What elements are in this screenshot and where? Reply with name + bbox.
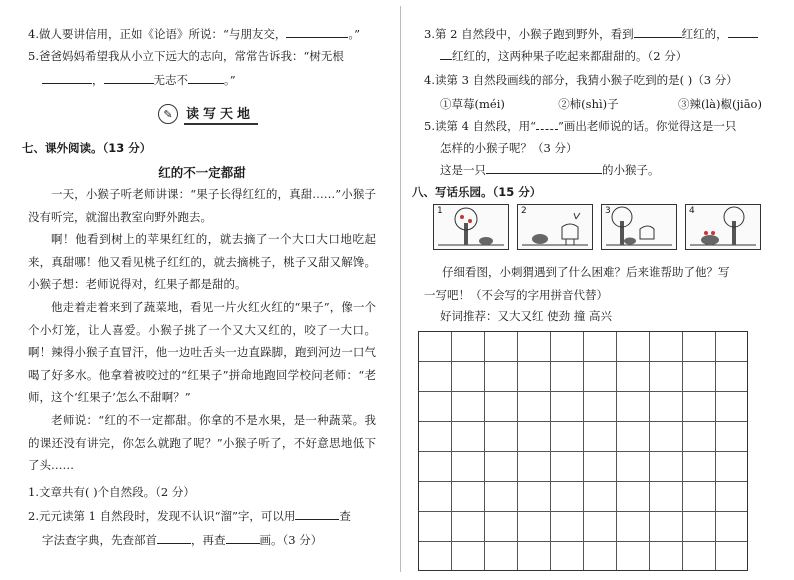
answer-blank[interactable] xyxy=(42,72,92,84)
question-5-right-line3: 这是一只 的小猴子。 xyxy=(440,163,660,177)
answer-blank[interactable] xyxy=(440,48,452,60)
story-paragraph-3: 他走着走着来到了蔬菜地，看见一片火红火红的“果子”，像一个个小灯笼，让人喜爱。小猴子挑了一个又大又红的，咬了一大口。啊！辣得小猴子直冒汗，他一边吐舌头一边直跺脚，跑到河边一口气喝了好多水。他拿着被咬过的“红果子”拼命地跑回学校问老师：“老师，这个‘红果子’怎么不甜啊？” xyxy=(28,300,376,405)
writing-prompt-line1: 仔细看图，小刺猬遇到了什么困难？后来谁帮助了他？写 xyxy=(442,265,730,279)
question-3-line1: 3.第 2 自然段中，小猴子跑到野外，看到 红红的， xyxy=(424,26,758,42)
book-icon: ✎ xyxy=(158,104,178,124)
answer-blank[interactable] xyxy=(226,532,260,544)
question-4-right: 4.读第 3 自然段画线的部分，我猜小猴子吃到的是( )（3 分） xyxy=(424,73,738,87)
story-picture-1: 1 xyxy=(433,204,509,250)
story-picture-2: 2 xyxy=(517,204,593,250)
banner-title: 读写天地 xyxy=(184,103,258,125)
option-3[interactable]: ③辣(là)椒(jiāo) xyxy=(677,97,762,111)
question-5-right-line1: 5.读第 4 自然段，用“ ”画出老师说的话。你觉得这是一只 xyxy=(424,119,737,133)
tree-hedgehog-illustration xyxy=(434,205,508,249)
writing-grid[interactable] xyxy=(418,331,748,571)
answer-blank[interactable] xyxy=(188,72,224,84)
picture-sequence xyxy=(433,204,761,250)
reading-writing-banner xyxy=(158,103,258,125)
answer-blank[interactable] xyxy=(728,26,758,38)
question-2-line2: 字法查字典，先查部首 ，再查 画。（3 分） xyxy=(42,533,323,547)
answer-blank[interactable] xyxy=(286,26,348,38)
story-paragraph-1: 一天，小猴子听老师讲课：“果子长得红红的，真甜……”小猴子没有听完，就溜出教室向野外跑去。 xyxy=(28,187,376,224)
hedgehog-deer-illustration xyxy=(518,205,592,249)
option-2[interactable]: ②柿(shì)子 xyxy=(558,97,619,111)
option-1[interactable]: ①草莓(méi) xyxy=(440,97,505,111)
hedgehog-apples-illustration xyxy=(686,205,760,249)
column-divider xyxy=(400,6,401,572)
question-5-left-line2: ， 无志不 。” xyxy=(42,72,236,88)
question-5-right-line2: 怎样的小猴子呢？（3 分） xyxy=(440,141,578,155)
section-8-heading: 八、写话乐园。（15 分） xyxy=(412,185,542,199)
recommended-words: 好词推荐：又大又红 使劲 撞 高兴 xyxy=(440,309,612,323)
question-4-left: 4.做人要讲信用，正如《论语》所说：“与朋友交， 。” xyxy=(28,27,360,41)
writing-prompt-line2: 一写吧！（不会写的字用拼音代替） xyxy=(424,288,608,302)
deer-tree-illustration xyxy=(602,205,676,249)
story-paragraph-4: 老师说：“红的不一定都甜。你拿的不是水果，是一种蔬菜。我的课还没有讲完，你怎么就跑了呢？”小猴子听了，不好意思地低下了头…… xyxy=(28,413,376,473)
wavy-underline-mark xyxy=(536,119,558,130)
story-picture-3: 3 xyxy=(601,204,677,250)
answer-blank[interactable] xyxy=(157,532,191,544)
story-picture-4: 4 xyxy=(685,204,761,250)
story-paragraph-2: 啊！他看到树上的苹果红红的，就去摘了一个大口大口地吃起来，真甜哪！他又看见桃子红红的，就去摘桃子，桃子又甜又解馋。小猴子想：老师说得对，红果子都是甜的。 xyxy=(28,232,376,292)
answer-blank[interactable] xyxy=(634,26,682,38)
answer-blank[interactable] xyxy=(486,162,602,174)
question-4-options xyxy=(440,96,762,112)
story-title: 红的不一定都甜 xyxy=(158,165,246,180)
question-2-line1: 2.元元读第 1 自然段时，发现不认识“溜”字，可以用 查 xyxy=(28,509,351,523)
question-1: 1.文章共有( )个自然段。（2 分） xyxy=(28,485,195,499)
question-5-left-line1: 5.爸爸妈妈希望我从小立下远大的志向，常常告诉我：“树无根 xyxy=(28,49,344,63)
section-7-heading: 七、课外阅读。（13 分） xyxy=(22,141,152,155)
question-3-line2: 红红的，这两种果子吃起来都甜甜的。（2 分） xyxy=(440,48,687,64)
answer-blank[interactable] xyxy=(295,508,339,520)
answer-blank[interactable] xyxy=(104,72,154,84)
